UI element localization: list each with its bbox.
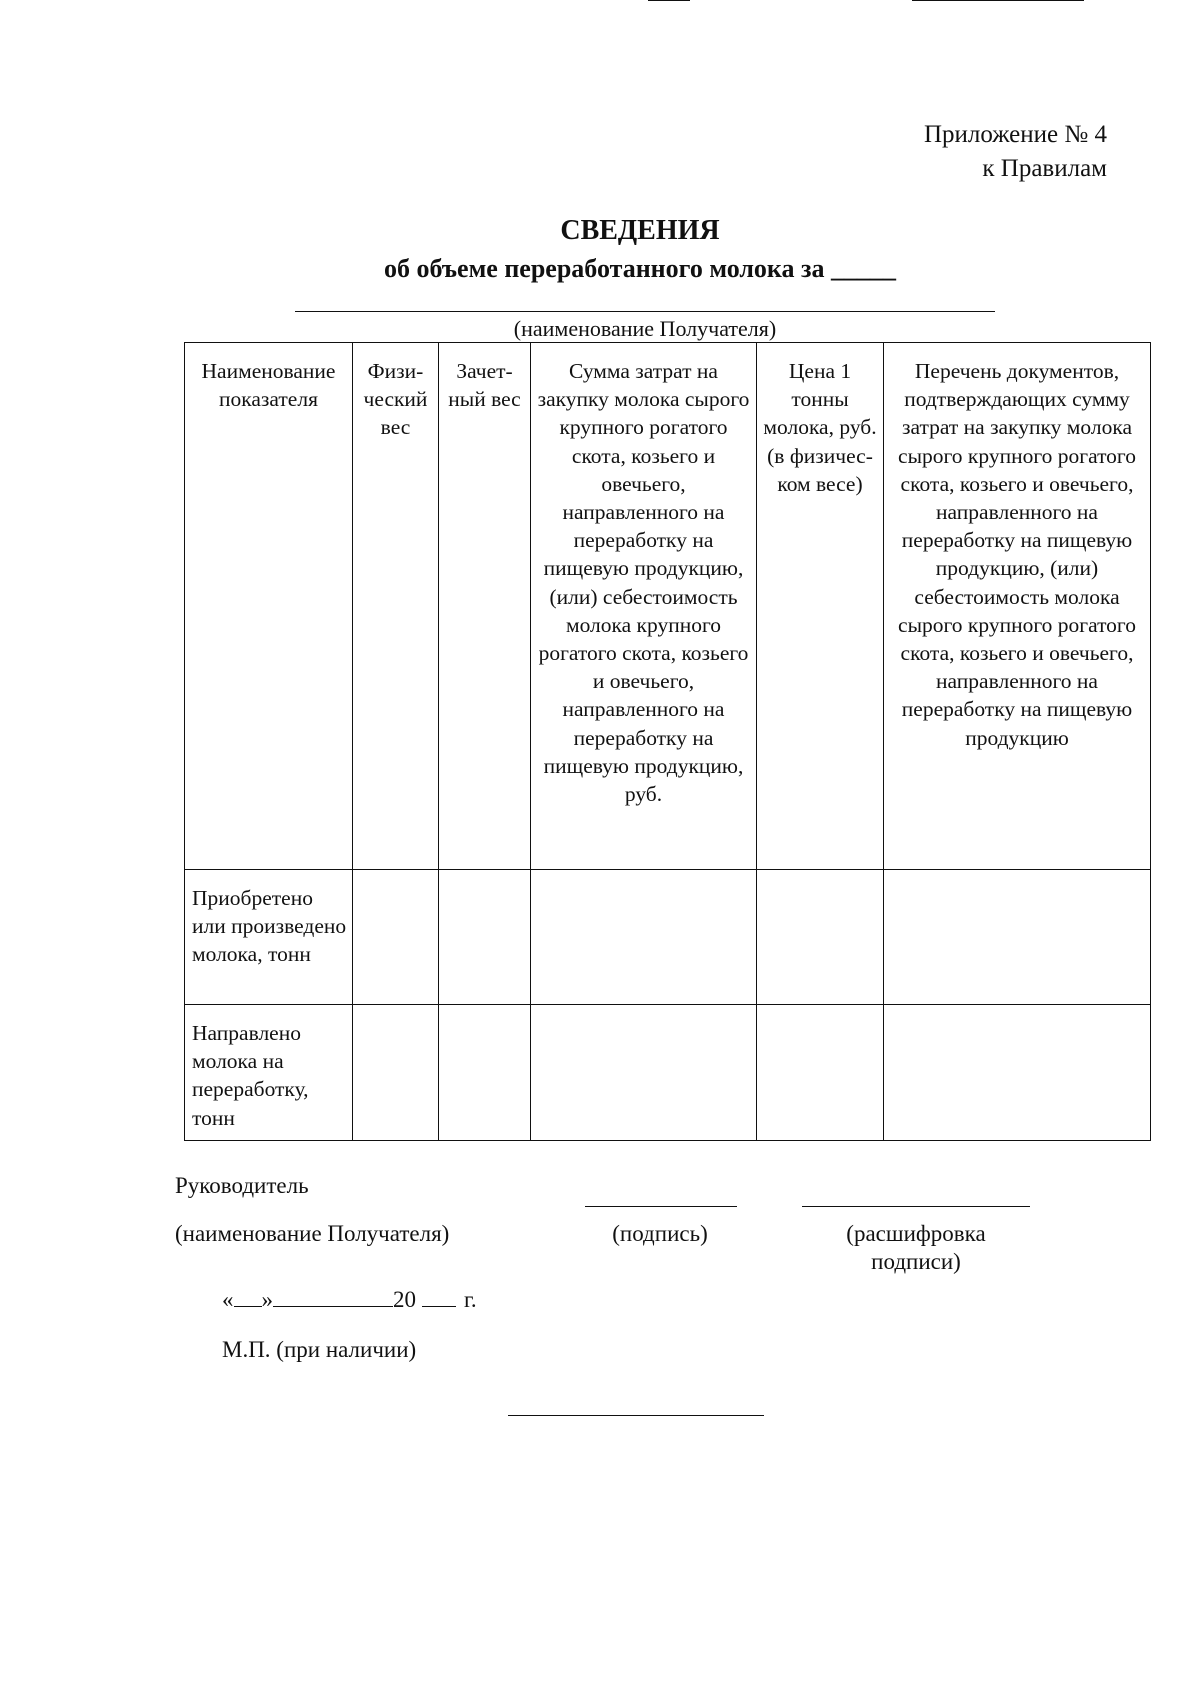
cell-credited-weight[interactable] xyxy=(439,1005,531,1141)
signature-line xyxy=(585,1206,737,1207)
period-blank: _____ xyxy=(830,254,896,283)
scan-artifact-line xyxy=(912,0,1084,1)
cell-price-per-ton[interactable] xyxy=(757,1005,884,1141)
subtitle-text: об объеме переработанного молока за xyxy=(384,254,825,283)
table-header-row xyxy=(185,343,1151,870)
date-close-quote: » xyxy=(261,1287,273,1312)
date-suffix: г. xyxy=(464,1287,477,1312)
date-year-prefix: 20 xyxy=(393,1287,416,1312)
date-open-quote: « xyxy=(222,1287,234,1312)
stamp-label: М.П. (при наличии) xyxy=(222,1337,417,1362)
appendix-rules: к Правилам xyxy=(982,155,1107,182)
recipient-name-label: (наименование Получателя) xyxy=(175,1221,450,1246)
cell-documents-list[interactable] xyxy=(884,870,1151,1005)
document-title: СВЕДЕНИЯ xyxy=(560,215,720,246)
date-line xyxy=(222,1286,477,1314)
cell-cost-sum[interactable] xyxy=(531,1005,757,1141)
recipient-name-line xyxy=(295,311,995,312)
header-indicator-name: Наименование показателя xyxy=(185,343,353,870)
closing-line xyxy=(508,1415,764,1416)
cell-physical-weight[interactable] xyxy=(353,1005,439,1141)
row-label-acquired: Приобретено или произведено молока, тонн xyxy=(185,870,353,1005)
cell-physical-weight[interactable] xyxy=(353,870,439,1005)
header-price-per-ton: Цена 1 тонны молока, руб. (в физичес-ком весе) xyxy=(757,343,884,870)
date-day-blank[interactable] xyxy=(234,1286,262,1307)
date-month-blank[interactable] xyxy=(273,1286,393,1307)
milk-volume-table xyxy=(184,342,1151,1141)
cell-credited-weight[interactable] xyxy=(439,870,531,1005)
appendix-reference xyxy=(924,118,1107,186)
head-label: Руководитель xyxy=(175,1173,309,1198)
signature-decoding-line xyxy=(802,1206,1030,1207)
header-credited-weight: Зачет-ный вес xyxy=(439,343,531,870)
row-label-processed: Направлено молока на переработку, тонн xyxy=(185,1005,353,1141)
document-subtitle xyxy=(0,252,1200,286)
table-row xyxy=(185,1005,1151,1141)
header-cost-sum: Сумма затрат на закупку молока сырого крупного рогатого скота, козьего и овечьего, направленного на переработку на пищевую продукцию, (или) себестоимость молока крупного рогатого скота, козьего и овечьего, направленного на переработку на пищевую продукцию, руб. xyxy=(531,343,757,870)
cell-price-per-ton[interactable] xyxy=(757,870,884,1005)
signature-decoding-label: (расшифровка подписи) xyxy=(846,1221,986,1274)
recipient-caption: (наименование Получателя) xyxy=(513,316,777,341)
header-documents-list: Перечень документов, подтверждающих сумму затрат на закупку молока сырого крупного рогатого скота, козьего и овечьего, направленного на переработку на пищевую продукцию, (или) себестоимость молока сырого крупного рогатого скота, козьего и овечьего, направленного на переработку на пищевую продукцию xyxy=(884,343,1151,870)
cell-documents-list[interactable] xyxy=(884,1005,1151,1141)
date-year-blank[interactable] xyxy=(422,1286,456,1307)
table-row xyxy=(185,870,1151,1005)
signature-label: (подпись) xyxy=(612,1221,708,1246)
scan-artifact-line xyxy=(648,0,690,1)
appendix-number: Приложение № 4 xyxy=(923,121,1107,148)
header-physical-weight: Физи-ческий вес xyxy=(353,343,439,870)
cell-cost-sum[interactable] xyxy=(531,870,757,1005)
